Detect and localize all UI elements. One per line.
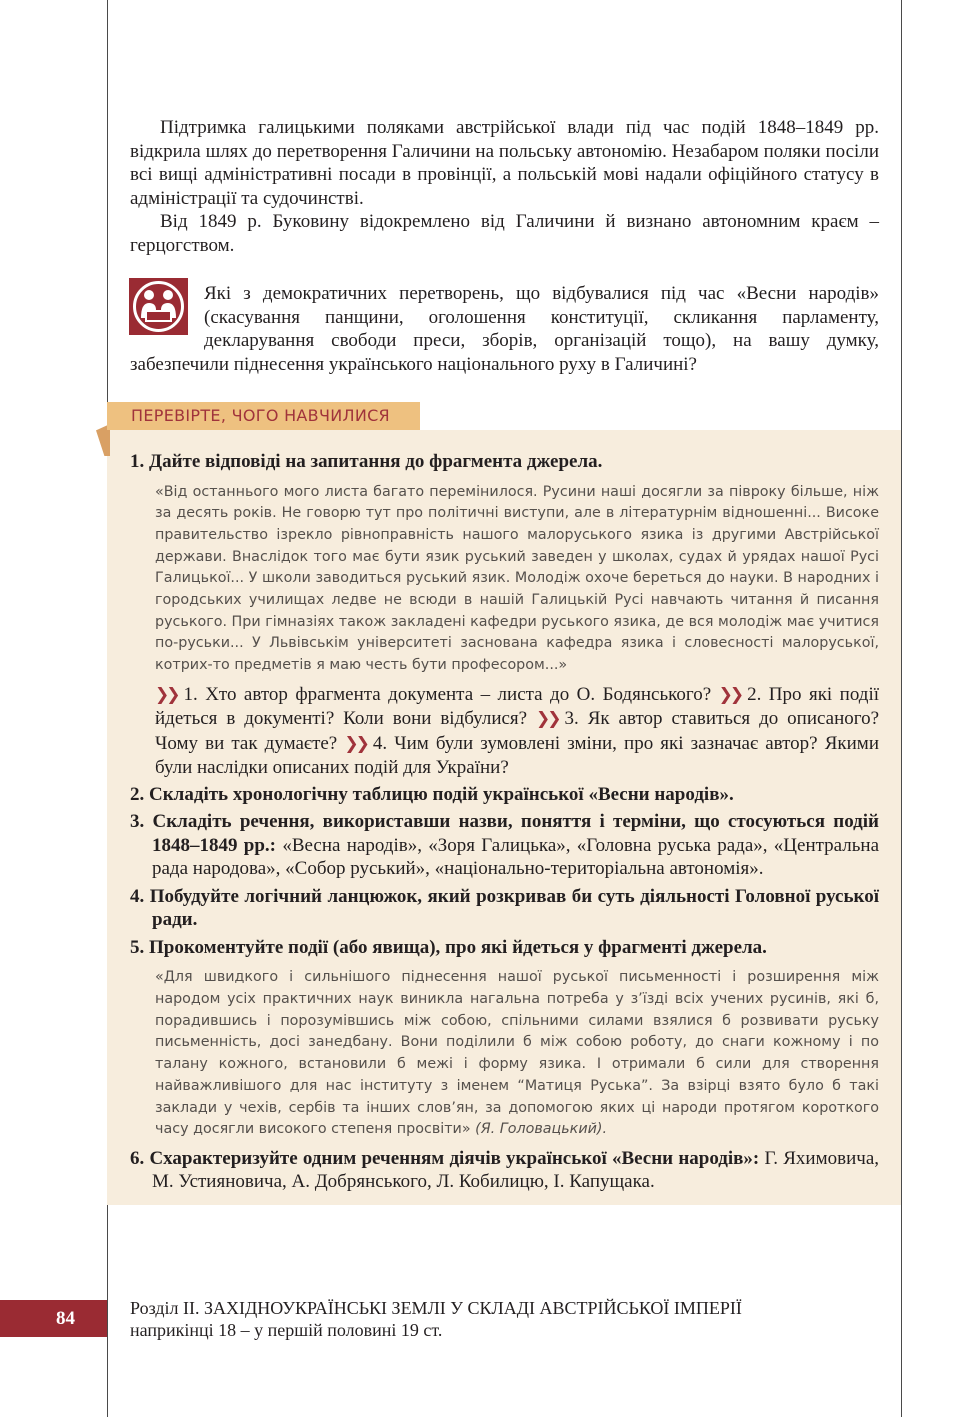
- task-4: 4. Побудуйте логічний ланцюжок, який розкривав би суть діяльності Головної руської ради.: [130, 885, 879, 931]
- page-number-tab: [0, 1300, 107, 1337]
- task-2: 2. Складіть хронологічну таблицю подій української «Весни народів».: [130, 783, 734, 805]
- arrow-marker-icon: ❯❯: [155, 684, 178, 705]
- body-paragraph-2: Від 1849 р. Буковину відокремлено від Галичини й визнано автономним краєм – герцогством.: [130, 211, 879, 256]
- footer-section-subtitle: наприкінці 18 – у першій половині 19 ст.: [130, 1320, 443, 1340]
- task-1-title: 1. Дайте відповіді на запитання до фрагмента джерела.: [130, 451, 603, 472]
- arrow-marker-icon: ❯❯: [718, 684, 742, 705]
- discussion-question: [130, 282, 879, 376]
- task-5-title: 5. Прокоментуйте події (або явища), про які йдеться у фрагменті джерела.: [130, 936, 767, 958]
- task-1-question-4: 4. Чим були зумовлені зміни, про які зазначає автор? Якими були наслідки описаних подій для України?: [155, 732, 879, 779]
- task-1-question-2: 2. Про які події йдеться в документі? Коли вони відбулися?: [155, 683, 880, 730]
- task-1-question-1: 1. Хто автор фрагмента документа – листа до О. Бодянського?: [183, 683, 712, 705]
- tasks-list: [130, 450, 879, 1198]
- tasks-header-title: ПЕРЕВІРТЕ, ЧОГО НАВЧИЛИСЯ: [131, 406, 390, 425]
- right-margin-line: [901, 0, 902, 1417]
- running-footer: [130, 1297, 890, 1341]
- arrow-marker-icon: ❯❯: [536, 709, 559, 730]
- task-5-source-quote: «Для швидкого і сильнішого піднесення нашої руської письменності і розширення між народом усіх практичних наук виникла нагальна потреба у з’їзді всіх учених русинів, які б, порадившись і порозумівшись між собою, спільними силами взялися б розвивати руську письменність, досі занедбану. Вони поділили б між собою роботу, до снаги кожному і по талану кожного, встановили б межі і форму язика. І отримали б сили для створення найважливішого для нас інституту з іменем “Матиця Руська”. За взірці взято було б такі заклади у чехів, сербів та інших слов’ян, за допомогою яких ці народи протягом короткого часу досягли високого степеня просвіти» (Я. Головацький).: [155, 969, 879, 1138]
- body-paragraph-1: Підтримка галицькими поляками австрійської влади під час подій 1848–1849 рр. відкрила шлях до перетворення Галичини на польську автономію. Незабаром поляки посіли всі вищі адміністративні посади в провінції, а польській мові надали офіційного статусу в адміністрації та судочинстві.: [130, 117, 879, 209]
- discussion-question-text: Які з демократичних перетворень, що відбувалися під час «Весни народів» (скасування панщини, оголошення конституції, скликання парламенту, декларування свободи преси, зборів, організацій тощо), на вашу думку, забезпечили піднесення українського національного руху в Галичині?: [130, 283, 879, 375]
- discussion-people-icon: [129, 278, 188, 335]
- task-3: 3. Складіть речення, використавши назви, поняття і терміни, що стосуються подій 1848–1849 рр.: «Весна народів», «Зоря Галицька», «Головна руська рада», «Центральна рада народова», «Собор руський», «національно-територіальна автономія».: [130, 811, 879, 880]
- task-1-questions: [155, 683, 879, 780]
- task-1-question-3: 3. Як автор ставиться до описаного? Чому ви так думаєте?: [155, 708, 880, 754]
- arrow-marker-icon: ❯❯: [344, 733, 367, 754]
- task-6: 6. Схарактеризуйте одним реченням діячів української «Весни народів»: Г. Яхимовича, М. Устияновича, А. Добрянського, Л. Кобилицю, І. Капущака.: [130, 1147, 879, 1193]
- task-1-source-quote: «Від останнього мого листа багато перемінилося. Русини наші досягли за півроку більше, ніж за десять років. Не говорю тут про політичні виступи, але в літературнім відношенні... Високе правительство ізрекло рівноправність нашого малоруського язика із другими Австрійської держави. Внаслідок того має бути язик руський заведен у школах, судах й урядах нашої Русі Галицької... У школи заводиться руський язик. Молодіж охоче береться до науки. В народних і городських училищах ледве не всюди в нашій Галицькій Русі навчають читання й писання руського. При гімназіях також закладені кафедри руського язика, де вся молодіж має учитися по-руськи... У Львівськім університеті заснована кафедра язика і словесності малоруської, котрих-то предметів я маю честь бути професором...»: [155, 483, 879, 674]
- task-5-attribution: (Я. Головацький).: [475, 1121, 608, 1138]
- page-number: 84: [56, 1308, 75, 1329]
- footer-section-title: Розділ ІІ. ЗАХІДНОУКРАЇНСЬКІ ЗЕМЛІ У СКЛАДІ АВСТРІЙСЬКОЇ ІМПЕРІЇ: [130, 1298, 742, 1318]
